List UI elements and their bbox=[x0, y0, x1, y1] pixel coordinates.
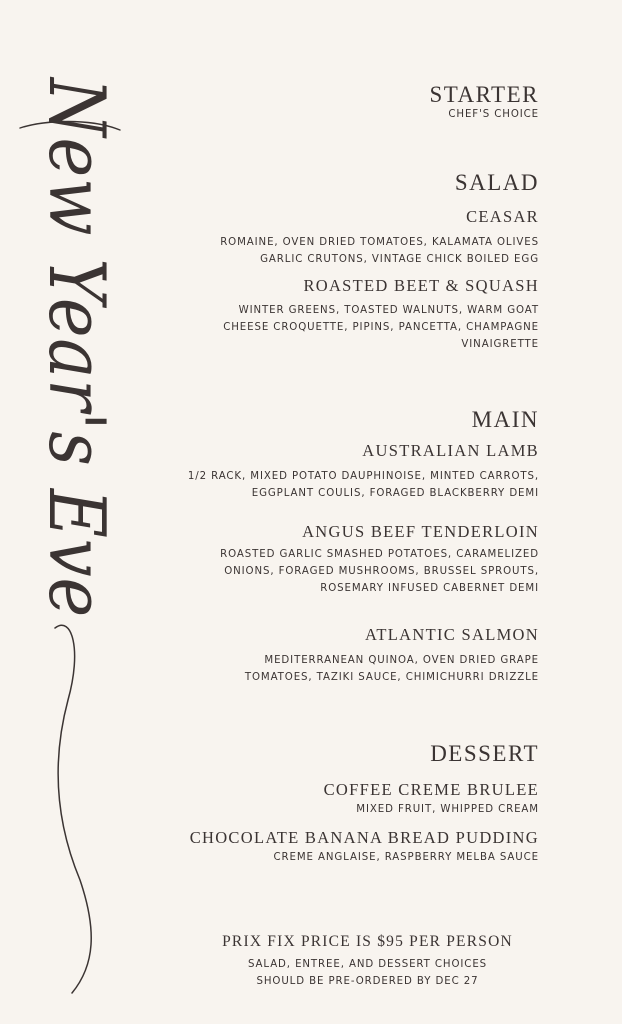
dish-name-roasted-beet-squash: ROASTED BEET & SQUASH bbox=[303, 276, 539, 295]
dish-name-coffee-creme-brulee: COFFEE CREME BRULEE bbox=[323, 780, 539, 799]
dish-name-atlantic-salmon: ATLANTIC SALMON bbox=[365, 625, 539, 644]
main-section-title: MAIN bbox=[471, 407, 539, 432]
preorder-note: SALAD, ENTREE, AND DESSERT CHOICES SHOULD BE PRE-ORDERED BY DEC 27 bbox=[247, 959, 488, 987]
dish-desc-roasted-beet-squash: WINTER GREENS, TOASTED WALNUTS, WARM GOAT CHEESE CROQUETTE, PIPINS, PANCETTA, CHAMPAGNE VINAIGRETTE bbox=[223, 305, 539, 350]
prix-fixe-price: PRIX FIX PRICE IS $95 PER PERSON bbox=[222, 933, 513, 950]
salad-section-title: SALAD bbox=[454, 170, 539, 195]
starter-subtitle: CHEF'S CHOICE bbox=[448, 109, 539, 120]
dish-desc-coffee-creme-brulee: MIXED FRUIT, WHIPPED CREAM bbox=[356, 804, 539, 815]
dish-desc-atlantic-salmon: MEDITERRANEAN QUINOA, OVEN DRIED GRAPE TOMATOES, TAZIKI SAUCE, CHIMICHURRI DRIZZLE bbox=[244, 655, 539, 683]
dessert-section-title: DESSERT bbox=[430, 741, 539, 766]
dish-desc-australian-lamb: 1/2 RACK, MIXED POTATO DAUPHINOISE, MINTED CARROTS, EGGPLANT COULIS, FORAGED BLACKBERRY DEMI bbox=[187, 471, 539, 499]
dish-name-ceasar: CEASAR bbox=[466, 207, 539, 226]
dish-name-angus-beef-tenderloin: ANGUS BEEF TENDERLOIN bbox=[302, 522, 539, 541]
menu-footer bbox=[150, 933, 585, 990]
dish-name-chocolate-banana-bread-pudding: CHOCOLATE BANANA BREAD PUDDING bbox=[189, 828, 539, 847]
dish-desc-chocolate-banana-bread-pudding: CREME ANGLAISE, RASPBERRY MELBA SAUCE bbox=[273, 852, 539, 863]
script-flourish bbox=[55, 625, 91, 993]
script-title-text: New Year's Eve bbox=[31, 78, 121, 707]
dish-name-australian-lamb: AUSTRALIAN LAMB bbox=[362, 441, 539, 460]
dish-desc-ceasar: ROMAINE, OVEN DRIED TOMATOES, KALAMATA OLIVES GARLIC CRUTONS, VINTAGE CHICK BOILED EGG bbox=[220, 237, 539, 265]
starter-section-title: STARTER bbox=[429, 82, 539, 107]
dish-desc-angus-beef-tenderloin: ROASTED GARLIC SMASHED POTATOES, CARAMELIZED ONIONS, FORAGED MUSHROOMS, BRUSSEL SPROUTS, ROSEMARY INFUSED CABERNET DEMI bbox=[220, 549, 539, 594]
new-years-eve-script-title bbox=[0, 0, 200, 1024]
